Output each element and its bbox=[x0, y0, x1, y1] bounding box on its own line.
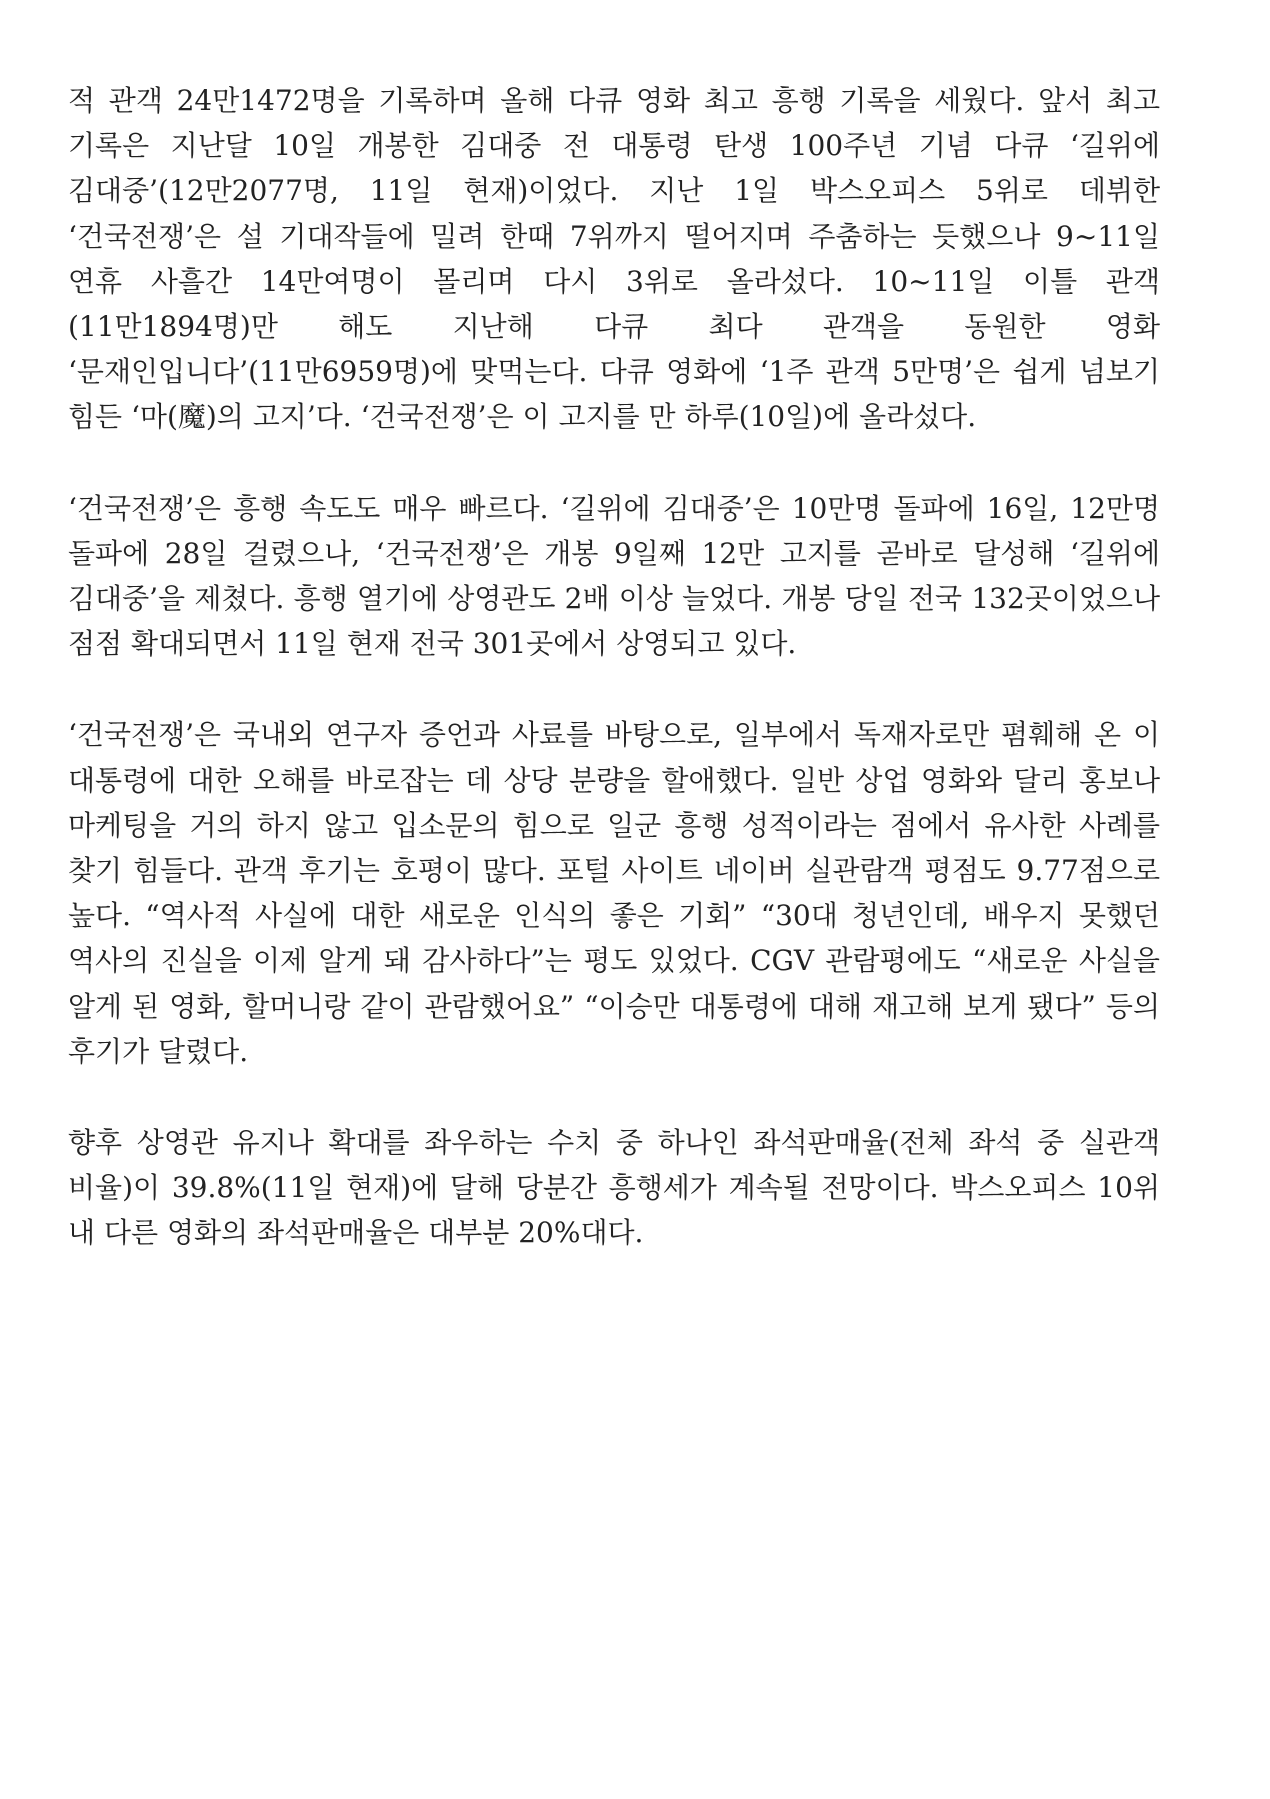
paragraph-box-office-record: 적 관객 24만1472명을 기록하며 올해 다큐 영화 최고 흥행 기록을 세웠다. 앞서 최고 기록은 지난달 10일 개봉한 김대중 전 대통령 탄생 100주년 기념 다큐 ‘길위에 김대중’(12만2077명, 11일 현재)이었다. 지난 1일 박스오피스 5위로 데뷔한 ‘건국전쟁’은 설 기대작들에 밀려 한때 7위까지 떨어지며 주춤하는 듯했으나 9~11일 연휴 사흘간 14만여명이 몰리며 다시 3위로 올라섰다. 10~11일 이틀 관객(11만1894명)만 해도 지난해 다큐 최다 관객을 동원한 영화 ‘문재인입니다’(11만6959명)에 맞먹는다. 다큐 영화에 ‘1주 관객 5만명’은 쉽게 넘보기 힘든 ‘마(魔)의 고지’다. ‘건국전쟁’은 이 고지를 만 하루(10일)에 올라섰다. bbox=[68, 84, 1160, 434]
article-body bbox=[68, 78, 1160, 1256]
paragraph-audience-reviews: ‘건국전쟁’은 국내외 연구자 증언과 사료를 바탕으로, 일부에서 독재자로만 폄훼해 온 이 대통령에 대한 오해를 바로잡는 데 상당 분량을 할애했다. 일반 상업 영화와 달리 홍보나 마케팅을 거의 하지 않고 입소문의 힘으로 일군 흥행 성적이라는 점에서 유사한 사례를 찾기 힘들다. 관객 후기는 호평이 많다. 포털 사이트 네이버 실관람객 평점도 9.77점으로 높다. “역사적 사실에 대한 새로운 인식의 좋은 기회” “30대 청년인데, 배우지 못했던 역사의 진실을 이제 알게 돼 감사하다”는 평도 있었다. CGV 관람평에도 “새로운 사실을 알게 된 영화, 할머니랑 같이 관람했어요” “이승만 대통령에 대해 재고해 보게 됐다” 등의 후기가 달렸다. bbox=[68, 718, 1160, 1068]
paragraph-box-office-speed: ‘건국전쟁’은 흥행 속도도 매우 빠르다. ‘길위에 김대중’은 10만명 돌파에 16일, 12만명 돌파에 28일 걸렸으나, ‘건국전쟁’은 개봉 9일째 12만 고지를 곧바로 달성해 ‘길위에 김대중’을 제쳤다. 흥행 열기에 상영관도 2배 이상 늘었다. 개봉 당일 전국 132곳이었으나 점점 확대되면서 11일 현재 전국 301곳에서 상영되고 있다. bbox=[68, 491, 1160, 661]
paragraph-seat-sales-rate: 향후 상영관 유지나 확대를 좌우하는 수치 중 하나인 좌석판매율(전체 좌석 중 실관객 비율)이 39.8%(11일 현재)에 달해 당분간 흥행세가 계속될 전망이다. 박스오피스 10위 내 다른 영화의 좌석판매율은 대부분 20%대다. bbox=[68, 1126, 1160, 1250]
